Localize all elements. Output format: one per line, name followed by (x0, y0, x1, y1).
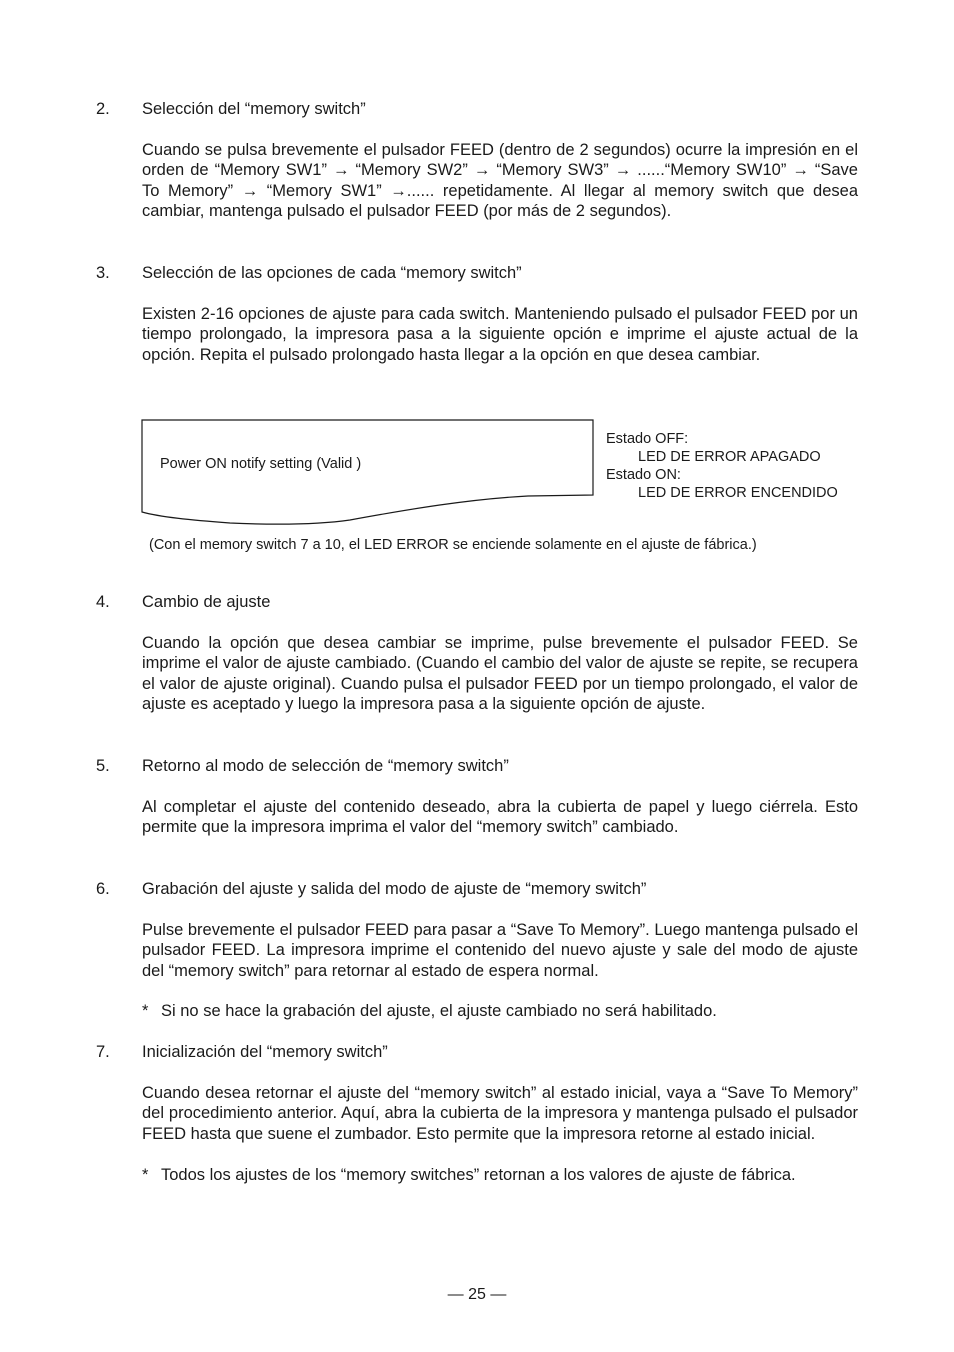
section-title: Inicialización del “memory switch” (142, 1043, 388, 1061)
paragraph: Existen 2-16 opciones de ajuste para cada switch. Manteniendo pulsado el pulsador FEED por un tiempo prolongado, la impresora pasa a la siguiente opción e imprime el ajuste actual de la opción. Repita el pulsado prolongado hasta llegar a la opción en que desea cambiar. (142, 305, 858, 364)
note-text: Si no se hace la grabación del ajuste, el ajuste cambiado no será habilitado. (161, 1002, 717, 1020)
section-note (142, 1001, 858, 1021)
note-marker: * (142, 1166, 149, 1184)
section-body (142, 633, 858, 715)
status-legend (606, 430, 838, 502)
paragraph: Pulse brevemente el pulsador FEED para pasar a “Save To Memory”. Luego mantenga pulsado el pulsador FEED. La impresora imprime el contenido del nuevo ajuste y sale del modo de ajuste del “memory switch” para retornar al estado de espera normal. (142, 921, 859, 980)
section-number: 6. (96, 880, 110, 898)
section-title: Grabación del ajuste y salida del modo de ajuste de “memory switch” (142, 880, 647, 898)
status-on-label: Estado ON: (606, 467, 681, 483)
page-number: — 25 — (447, 1286, 507, 1303)
section-title: Cambio de ajuste (142, 593, 271, 611)
figure-caption: (Con el memory switch 7 a 10, el LED ERROR se enciende solamente en el ajuste de fábrica.) (149, 537, 757, 553)
paragraph: Cuando se pulsa brevemente el pulsador FEED (dentro de 2 segundos) ocurre la impresión en el orden de “Memory SW1” → “Memory SW2” → “Memory SW3” → ......“Memory SW10” → “Save To Memory” → “Memory SW1” →...... repetidamente. Al llegar al memory switch que desea cambiar, mantenga pulsado el pulsador FEED (por más de 2 segundos). (142, 141, 858, 221)
section-body (142, 797, 858, 838)
section-title: Selección del “memory switch” (142, 100, 366, 118)
section-body (142, 1083, 858, 1144)
section-number: 2. (96, 100, 110, 118)
note-marker: * (142, 1002, 149, 1020)
note-text: Todos los ajustes de los “memory switches” retornan a los valores de ajuste de fábrica. (161, 1166, 796, 1184)
status-on-value: LED DE ERROR ENCENDIDO (638, 485, 838, 501)
section-body (142, 920, 858, 981)
section-title: Selección de las opciones de cada “memory switch” (142, 264, 522, 282)
printout-text: Power ON notify setting (Valid ) (160, 456, 362, 472)
section-number: 7. (96, 1043, 110, 1061)
status-off-label: Estado OFF: (606, 431, 689, 447)
section-number: 3. (96, 264, 110, 282)
paragraph: Cuando la opción que desea cambiar se imprime, pulse brevemente el pulsador FEED. Se imprime el valor de ajuste cambiado. (Cuando el cambio del valor de ajuste se repite, se recupera el valor de ajuste original). Cuando pulsa el pulsador FEED por un tiempo prolongado, el valor de ajuste es aceptado y luego la impresora pasa a la siguiente opción de ajuste. (142, 634, 858, 714)
section-note (142, 1165, 858, 1185)
section-title: Retorno al modo de selección de “memory switch” (142, 757, 509, 775)
paper-strip-outline (140, 419, 595, 529)
paragraph: Al completar el ajuste del contenido deseado, abra la cubierta de papel y luego ciérrela. Esto permite que la impresora imprima el valor del “memory switch” cambiado. (142, 798, 858, 837)
status-off-value: LED DE ERROR APAGADO (638, 449, 821, 465)
section-number: 5. (96, 757, 110, 775)
section-number: 4. (96, 593, 110, 611)
printout-sample (140, 419, 595, 529)
paragraph: Cuando desea retornar el ajuste del “memory switch” al estado inicial, vaya a “Save To Memory” del procedimiento anterior. Aquí, abra la cubierta de la impresora y mantenga pulsado el pulsador FEED hasta que suene el zumbador. Esto permite que la impresora retorne al estado inicial. (142, 1084, 858, 1143)
section-body (142, 304, 858, 365)
section-body (142, 140, 858, 222)
